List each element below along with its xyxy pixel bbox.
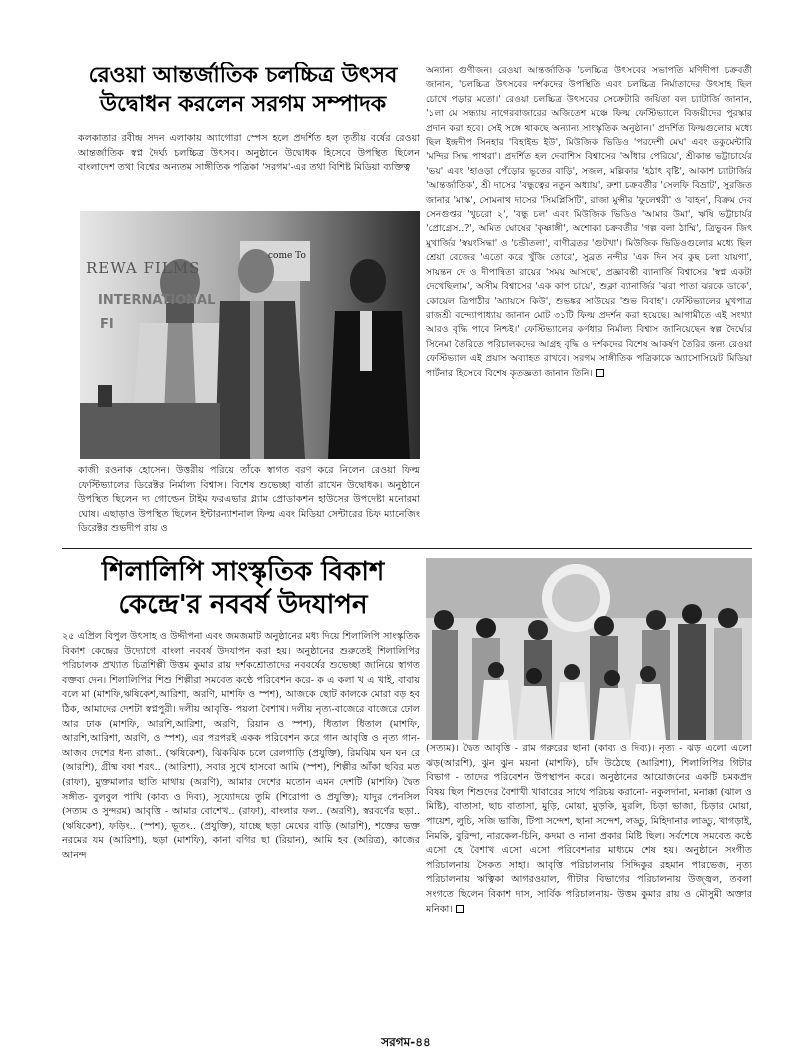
photo-sign-text: come To	[268, 251, 306, 261]
photo-banner-text1: REWA FILMS	[86, 259, 201, 277]
article2-end-mark	[456, 905, 464, 913]
article2-right-column	[426, 742, 752, 1028]
article2-photo	[426, 558, 752, 740]
article1-headline	[62, 62, 424, 128]
article1-end-mark	[596, 369, 604, 377]
article1-right-text: অন্যান্য গুণীজন। রেওয়া আন্তর্জাতিক 'চলচ্চিত্র উৎসবের সভাপতি মণিদীপা চক্রবর্তী জানান, 'চলচ্চিত্র উৎসবের দর্শকদের উপস্থিতি এবং চলচ্চিত্র নির্মাতাদের উৎসাহ ছিল চোখে পড়ার মতো।' রেওয়া চলচ্চিত্র উৎসবের সেক্রেটারি জয়িতা বল চ্যাটার্জি জানান, '১লা মে সন্ধ্যায় নাগেরবাজারের অজিতেশ মঞ্চে ফিল্ম ফেস্টিভ্যালে বিজয়ীদের পুরস্কার প্রদান করা হবে। সেই সঙ্গে থাকছে অন্যান্য সাংস্কৃতিক অনুষ্ঠান।' প্রদর্শিত ফিল্মগুলোর মধ্যে ছিল ইন্দ্রদীপ সিনহার 'বিহাইন্ড ইউ', মিউজিক ভিডিও 'পরদেশী মেঘ' এবং ডকুমেন্টারি 'মন্দির সিদ্ধ পাথরা'। প্রদর্শিত হল দেবাশিস বিশ্বাসের 'আঁধার পেরিয়ে', শ্রীকান্ত ভট্টাচার্যের 'ভয়' এবং 'হাওড়া পেঁড়োর ভূতের বাড়ি', সজল, মল্লিকার 'হঠাৎ বৃষ্টি', আকাশ চ্যাটার্জির 'আন্তর্জাতিক', শ্রী দাসের 'বন্ধুত্বের নতুন অধ্যায়', রুশা চক্রবর্তীর 'সেলফি বিভ্রাট', সুরজিত জানার 'মাস্ক', সোমনাথ দাসের 'সিমপ্লিসিটি', রাজা মুন্সীর 'ফুলেশ্বরী' ও 'বাহন', বিক্রম দেব সেনগুপ্তর 'খুচরো ২', 'বন্ধু চল' এবং মিউজিক ভিডিও 'আমার উমা', ঋষি ভট্টাচার্যর 'প্রোগ্রেস..?', অমিত ঘোষের 'কৃষ্ণাঙ্গী', অশোকা চক্রবর্তীর 'গল্প বলা ঠাম্মি', ত্রিভুবন জিৎ মুখার্জির 'স্বয়ংসিদ্ধা' ও 'চন্ডীতলা', বাণীব্রতর 'গুটখা'। মিউজিক ভিডিওগুলোর মধ্যে ছিল শ্রেয়া বেজের 'এতো করে খুঁজি তোরে', সুব্রত নন্দীর 'এক দিন সব কুছ চলা যায়গা', সায়ন্তন দে ও দীপান্বিতা রায়ের 'সময় আসছে', প্রজ্ঞাবন্তী ব্যানার্জি বিশ্বাসের 'স্বপ্ন একটা দেখেছিলাম', অসীম বিশ্বাসের 'এক কাপ চায়ে', শুক্লা ব্যানার্জির 'ঝরা পাতা ঝরকে ডাকে', কোয়েল ত্রিপাঠীর 'অ্যায়সে কিউ', শুভঙ্কর সাউয়ের 'শুভ বিবাহ'। ফেস্টিভ্যালের মুখপাত্র রাজশ্রী বন্দ্যোপাধ্যায় জানান মোট ৩১টি ফিল্ম প্রদর্শন করা হয়েছে। আগামীতে এই সংখ্যা আরও বৃদ্ধি পাবে নিশ্চই।' ফেস্টিভ্যালের কর্ণধার নির্মাল্য বিশ্বাস জানিয়েছেন স্বল্প দৈর্ঘ্যের সিনেমা তৈরিতে পরিচালকদের আগ্রহ বৃদ্ধি ও দর্শকদের বিশেষ আকর্ষণ তৈরির জন্য রেওয়া ফেস্টিভ্যাল এই প্রয়াস অব্যাহত রাখবে। সরগম সাঙ্গীতিক পত্রিকাকে অ্যাসোসিয়েট মিডিয়া পার্টনার হিসেবে বিশেষ কৃতজ্ঞতা জানান তিনি।	[426, 65, 752, 379]
photo-banner-text2: INTERNATIONAL	[98, 293, 216, 308]
article1-photo-scene	[80, 211, 420, 459]
article2-headline	[62, 556, 424, 626]
article1-intro: কলকাতার রবীন্দ্র সদন এলাকায় অ্যাগোরা স্পেস হলে প্রদর্শিত হল তৃতীয় বর্ষের রেওয়া আন্তর্জাতিক স্বপ্ন দৈর্ঘ্য চলচ্চিত্র উৎসব। অনুষ্ঠানে উদ্বোধক হিসেবে উপস্থিত ছিলেন বাংলাদেশ তথা বিশ্বের অন্যতম সাঙ্গীতিক পত্রিকা 'সরগম'-এর তথা বিশিষ্ট মিডিয়া ব্যক্তিত্ব	[78, 133, 420, 174]
article1-headline-line1: রেওয়া আন্তর্জাতিক চলচ্চিত্র উৎসব	[88, 63, 398, 88]
article2-photo-scene	[426, 558, 752, 740]
article2-left-column: ২৫ এপ্রিল বিপুল উৎসাহ ও উদ্দীপনা এবং জমজমাট অনুষ্ঠানের মধ্য দিয়ে শিলালিপি সাংস্কৃতিক বিকাশ কেন্দ্রের উদ্যোগে বাংলা নববর্ষ উদযাপন করা হয়। অনুষ্ঠানের শুরুতেই শিলালিপির পরিচালক প্রখ্যাত চিত্রশিল্পী উত্তম কুমার রায় দর্শকশ্রোতাদের নববর্ষের শুভেচ্ছা জানিয়ে স্বাগত বক্তব্য দেন। শিলালিপির শিশু শিল্পীরা সমবেত কণ্ঠে পরিবেশন করে- ক এ কলা খ এ খাই, বাবায় বলে মা (মাশফি,ঋষিকেশ,আরিশা, অরণি, মাশফি ও স্পশ), আজকে ছোট কালকে মোরা বড় হব ঠিক, আমাদের দেশটা স্বপ্নপুরী। দলীয় আবৃত্তি- পয়লা বৈশাখ। দলীয় নৃত্য-বাজেরে বাজেরে ঢোল আর ঢাক (মাশফি, আরশি,আরিশা, অরণি, রিয়ান ও স্পশ), ধিতাল ধিতাল (মাশফি, আরশি,আরিশা, অরণি, ও স্পশ), এর পরপরই একক পরিবেশন করে গান আবৃত্তি ও নৃত্য গান- আজব দেশের ধন্য রাজা.. (ঋষিকেশ), ঝিকঝিক চলে রেলগাড়ি (প্রযুক্তি), রিমঝিম ঘন ঘন রে (আরশি), গ্রীষ্ম বষা শরৎ.. (আরিশা), সবার সুখে হাসবো আমি (স্পশ), শিল্পীর আঁকা ছবির মত (রাফা), মুক্তমালার ছাতি মাথায় (অরণি), আমার দেশের মতোন এমন দেশটি (মাশফি) দ্বৈত সঙ্গীত- বুলবুল পাখি (কাব্য ও দিব্য), সূয্যোদয়ে তুমি (শিরোপা ও প্রযুক্তি); যাদুর পেনসিল (সত্যম ও সুন্দরম) আবৃত্তি - আমার বোশেখ.. (রাফা), বাংলার ফল.. (অরণি), স্বরবর্ণের ছড়া..(ঋষিকেশ), ফড়িং.. (স্পশ), ভূতং.. (প্রযুক্তি), যাচ্ছে ছড়া মেঘের বাড়ি (আরশি), শক্তের ভক্ত নরমের যম (আরিশা), ছড়া (মাশফি), কানা বগির ছা (রিয়ান), আমি হব (অরিত্র), কাজের আনন্দ	[62, 631, 420, 861]
article1-headline-line2: উদ্বোধন করলেন সরগম সম্পাদক	[99, 92, 387, 117]
photo-banner-text3: FI	[100, 317, 114, 332]
article2-headline-line1: শিলালিপি সাংস্কৃতিক বিকাশ	[101, 557, 385, 587]
article1-photo	[80, 211, 420, 459]
article2-headline-line2: কেন্দ্রে'র নববর্ষ উদযাপন	[118, 590, 368, 620]
section-divider	[62, 548, 752, 549]
article1-right-column	[426, 64, 752, 546]
page-footer: সরগম-৪৪	[381, 1035, 431, 1049]
article2-right-text: (সত্যম)। দ্বৈত আবৃত্তি - রাম গরুরের ছানা (কাব্য ও দিব্য)। নৃত্য - ঝড় এলো এলো ঝড়(আরশি), ঝুন ঝুন ময়না (মাশফি), চাঁদ উঠেছে (আরিশা), শিলালিপির গিটার বিভাগ - তাদের পরিবেশন উপস্থাপন করে। অনুষ্ঠানের আয়োজনের একটি চমকপ্রদ বিষয় ছিল শিশুদের বৈশাখী খাবারের সাথে পরিচয় করানো- নকুলদানা, মনাক্কা (ঝাল ও মিষ্টি), বাতাসা, ছাচ বাতাসা, মুড়ি, মোয়া, মুড়কি, মুরলি, চিড়া ভাজা, চিড়ার মোয়া, পায়েশ, লুচি, সজি ভাজি, টিপা সন্দেশ, ছানা সন্দেশ, লড্ডু, মিহিদানার লাড্ডু, খাগড়াই, নিমকি, বুরিন্দা, নারকেল-চিনি, কদমা ও নানা প্রকার মিষ্টি ছিল। সর্বশেষে সমবেত কণ্ঠে এসো হে বৈশাখ এসো এসো পরিবেশনার মাধ্যমে শেষ হয়। অনুষ্ঠানে সংগীত পরিচালনায় সৈকত সাহা। আবৃত্তি পরিচালনায় সিদ্দিকুর রহমান পারভেজ, নৃত্য পরিচালনায় ঋত্বিকা আগরওয়াল, গীটার বিভাগের পরিচালনায় উজ্জ্বল, তবলা সংগতে ছিলেন বিকাশ দাস, সার্বিক পরিচালনায়- উত্তম কুমার রায় ও মৌসুমী অক্তার মনিকা।	[426, 743, 752, 915]
article1-body-after-photo: কাজী রওনাক হোসেন। উত্তরীয় পরিয়ে তাঁকে স্বাগত বরণ করে নিলেন রেওয়া ফিল্ম ফেস্টিভ্যালের ডিরেক্টর নির্মাল্য বিশ্বাস। বিশেষ শুভেচ্ছা বার্তা রাখেন উদ্বোধক। অনুষ্ঠানে উপস্থিত ছিলেন দ্য গোল্ডেন টাইম ফরএভার গ্ল্যাম প্রোডাকশন হাউসের উপদেষ্টা মনোরমা ঘোষ। এছাড়াও উপস্থিত ছিলেন ইন্টারন্যাশনাল ফিল্ম এবং মিডিয়া সেন্টারের চিফ ম্যানেজিং ডিরেক্টর শুভদীপ রায় ও	[78, 465, 420, 535]
